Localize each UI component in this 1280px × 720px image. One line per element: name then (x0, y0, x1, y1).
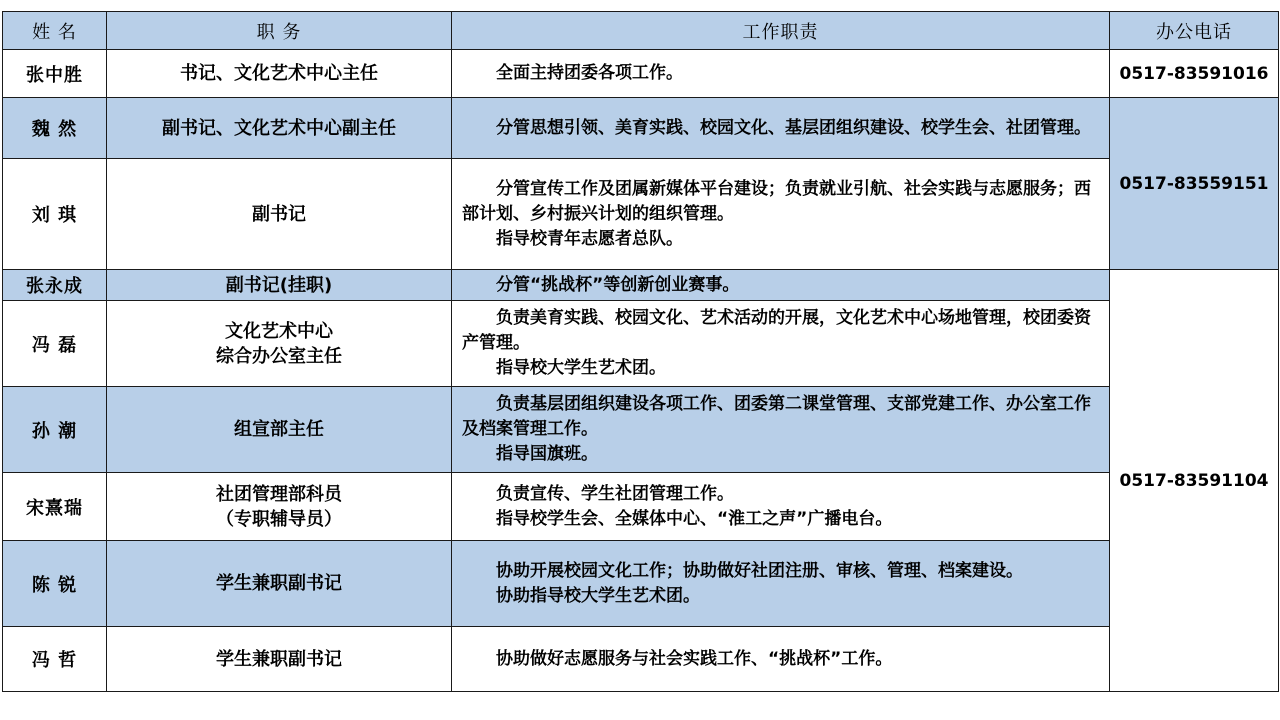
row-position: 副书记 (107, 159, 452, 270)
row-duties (452, 541, 1110, 627)
phone-number: 0517-83591104 (1119, 470, 1269, 491)
row-name: 刘 琪 (3, 159, 107, 270)
row-position: 书记、文化艺术中心主任 (107, 50, 452, 98)
row-duties (452, 387, 1110, 473)
phone-number: 0517-83591016 (1110, 50, 1278, 98)
row-position: 学生兼职副书记 (107, 541, 452, 627)
row-duties (452, 50, 1110, 98)
duty-line: 分管宣传工作及团属新媒体平台建设；负责就业引航、社会实践与志愿服务；西部计划、乡村振兴计划的组织管理。 (462, 178, 1091, 224)
duty-line: 协助开展校园文化工作；协助做好社团注册、审核、管理、档案建设。 (496, 560, 1023, 581)
row-name: 宋熹瑞 (3, 473, 107, 541)
row-duties (452, 98, 1110, 159)
row-duties (452, 301, 1110, 387)
row-position: 副书记(挂职) (107, 270, 452, 301)
header-phone: 办公电话 (1110, 12, 1278, 50)
header-position: 职 务 (107, 12, 452, 50)
duty-line: 指导校学生会、全媒体中心、“淮工之声”广播电台。 (496, 508, 893, 529)
duty-line: 指导校大学生艺术团。 (496, 358, 666, 378)
duty-line: 指导国旗班。 (496, 444, 598, 464)
row-name: 张永成 (3, 270, 107, 301)
row-position: 副书记、文化艺术中心副主任 (107, 98, 452, 159)
row-duties (452, 627, 1110, 691)
row-duties (452, 159, 1110, 270)
duty-line: 协助做好志愿服务与社会实践工作、“挑战杯”工作。 (496, 648, 893, 669)
duty-line: 全面主持团委各项工作。 (496, 63, 683, 83)
staff-duty-table (2, 11, 1279, 692)
row-name: 陈 锐 (3, 541, 107, 627)
row-position: 文化艺术中心 综合办公室主任 (107, 301, 452, 387)
row-position: 学生兼职副书记 (107, 627, 452, 691)
duty-line: 指导校青年志愿者总队。 (496, 228, 683, 249)
row-name: 冯 哲 (3, 627, 107, 691)
row-duties (452, 270, 1110, 301)
phone-number: 0517-83559151 (1110, 98, 1278, 270)
row-name: 魏 然 (3, 98, 107, 159)
duty-line: 协助指导校大学生艺术团。 (496, 585, 700, 606)
duty-line: 负责基层团组织建设各项工作、团委第二课堂管理、支部党建工作、办公室工作及档案管理工作。 (462, 394, 1091, 439)
header-name: 姓 名 (3, 12, 107, 50)
duty-line: 分管“挑战杯”等创新创业赛事。 (496, 274, 740, 295)
duty-line: 负责美育实践、校园文化、艺术活动的开展，文化艺术中心场地管理，校团委资产管理。 (462, 308, 1091, 353)
row-position: 组宣部主任 (107, 387, 452, 473)
row-name: 孙 潮 (3, 387, 107, 473)
header-duties: 工作职责 (452, 12, 1110, 50)
row-name: 冯 磊 (3, 301, 107, 387)
duty-line: 分管思想引领、美育实践、校园文化、基层团组织建设、校学生会、社团管理。 (496, 117, 1091, 138)
row-name: 张中胜 (3, 50, 107, 98)
row-position: 社团管理部科员 （专职辅导员） (107, 473, 452, 541)
row-duties (452, 473, 1110, 541)
duty-line: 负责宣传、学生社团管理工作。 (496, 483, 734, 504)
